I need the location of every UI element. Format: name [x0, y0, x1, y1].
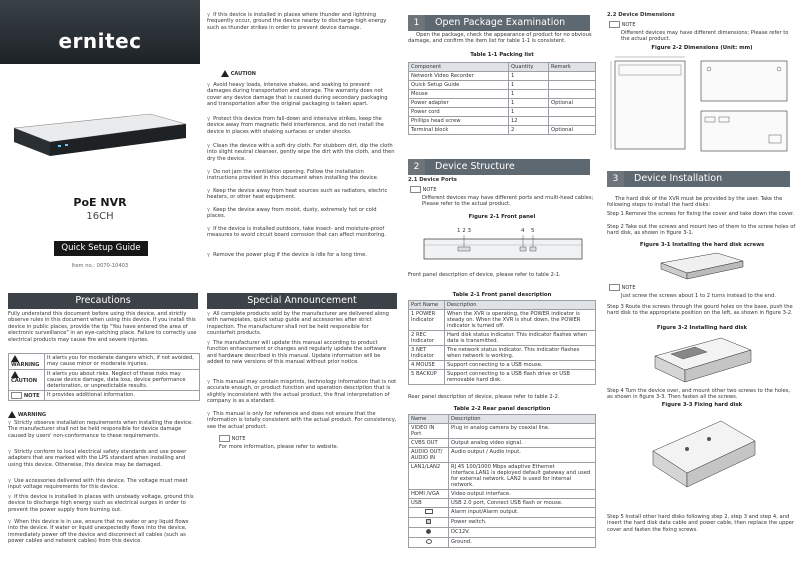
power-switch-icon: [426, 519, 431, 524]
install-step: Step 2 Take out the screws and mount two of them to the screw holes of hard disk, as shown in figure 3-1.: [607, 224, 796, 237]
table-row: 1 POWER Indicator When the XVR is operating, the POWER indicator is steady on. When the XVR is shut down, the POWER indicator is turned off.: [409, 310, 596, 331]
warning-item: γ When this device is in use, ensure that no water or any liquid flows into the device. If water or liquid unexpectedly flows into the device, immediately power off the device and disconnect all cables (such as power cables and network cables) from this device.: [8, 519, 200, 545]
install-note-text: Just screw the screws about 1 to 2 turns instead to the end.: [621, 293, 776, 299]
legend-row: CAUTION It alerts you about risks. Neglect of these risks may cause device damage, data loss, device performance deterioration, or unpredictable results.: [9, 370, 200, 391]
rear-panel-table-caption: Table 2-2 Rear panel description: [453, 406, 551, 412]
caution-list-panel: [207, 12, 397, 274]
dimensions-figure: [609, 55, 795, 159]
table-row: 2 REC Indicator Hard disk status indicator. This indicator flashes when data is transmitted.: [409, 331, 596, 346]
note-icon: [410, 186, 421, 193]
ground-icon: [426, 539, 432, 544]
front-panel-description: Front panel description of device, please refer to table 2-1.: [408, 272, 561, 278]
precaution-legend-table: [8, 353, 200, 401]
note-icon: [609, 284, 620, 291]
dc-power-icon: [426, 529, 431, 534]
open-package-header: Open Package Examination: [425, 15, 590, 31]
announcement-item: γ The manufacturer will update this manual according to product function enhancement or changes and regularly update the software and hardware described in this manual. Update information will be added to new versions of this manual without prior notice.: [207, 340, 397, 366]
table-row: Phillips head screw 12: [409, 117, 596, 126]
hdd-screws-figure: [657, 251, 747, 281]
alarm-port-icon: [425, 509, 433, 514]
lightning-paragraph: γ If this device is installed in places where thunder and lightning frequently occur, ground the device nearby to discharge high energy such as thunder strikes in order to prevent device damage.: [207, 12, 395, 31]
announcement-item: γ This manual may contain misprints, technology information that is not accurate enough, or product function and operation description that is slightly inconsistent with the actual product, the final interpretation of company is as a standard.: [207, 379, 397, 405]
device-ports-subheading: 2.1 Device Ports: [408, 177, 457, 183]
table-row: Network Video Recorder 1: [409, 72, 596, 81]
install-step: Step 5 Install other hard disks following step 2, step 3 and step 4, and insert the hard disk data cable and power cable, then replace the upper cover and fasten the fixing screws.: [607, 514, 795, 533]
warning-item: γ Strictly conform to local electrical safety standards and use power adapters that are marked with the LPS standard when installing and using this device. Otherwise, this device may be damaged.: [8, 449, 200, 468]
nvr-device-illustration: [10, 110, 188, 162]
warning-item: γ Strictly observe installation requirements when installing the device. The manufacturer shall not be held responsible for device damage caused by users' non-conformance to these requirements.: [8, 420, 200, 439]
caution-heading: CAUTION: [221, 70, 256, 77]
figure-3-1-caption: Figure 3-1 Installing the hard disk screws: [639, 242, 765, 248]
table-row: Power cord 1: [409, 108, 596, 117]
dimensions-subheading: 2.2 Device Dimensions: [607, 12, 675, 18]
caution-icon: [221, 70, 229, 77]
quick-setup-guide-label: Quick Setup Guide: [54, 241, 148, 256]
front-panel-label: 4: [521, 228, 525, 234]
table-row: AUDIO OUT/ AUDIO IN Audio output / Audio input.: [409, 448, 596, 463]
note-heading: NOTE: [219, 435, 245, 442]
caution-item: γ Avoid heavy loads, intensive shakes, and soaking to prevent damages during transportation and storage. The warranty does not cover any device damage that is caused during secondary packaging and transportation after the original packaging is taken apart.: [207, 82, 395, 108]
caution-item: γ Protect this device from fall-down and intensive strikes, keep the device away from magnetic field interference, and do not install the device in places with shaking surfaces or under shocks.: [207, 116, 395, 135]
precautions-header: Precautions: [8, 293, 198, 309]
ports-note-text: Different devices may have different ports and multi-head cables; Please refer to the actual product.: [422, 195, 594, 208]
packing-list-caption: Table 1-1 Packing list: [470, 52, 534, 58]
open-package-text: Open the package, check the appearance of product for no obvious damage, and confirm the item list for table 1-1 is consistent.: [408, 32, 592, 45]
front-panel-table-caption: Table 2-1 Front panel description: [452, 292, 552, 298]
device-structure-header: Device Structure: [425, 159, 590, 175]
section-number: 3: [607, 171, 624, 187]
cover-panel: [0, 0, 200, 283]
caution-icon: [11, 371, 19, 378]
install-step: Step 3 Route the screws through the gourd holes on the base, push the hard disk to the appropriate position on the left, as shown in figure 3-2.: [607, 304, 793, 317]
install-step: Step 4 Turn the device over, and mount other two screws to the holes, as shown in figure 3-3. Then fasten all the screws.: [607, 388, 791, 401]
brand-logo: ernitec: [58, 29, 142, 53]
warning-heading: WARNING: [8, 411, 46, 418]
note-icon: [609, 21, 620, 28]
table-row: Mouse 1: [409, 90, 596, 99]
warning-icon: [11, 355, 19, 362]
table-row: Ground.: [409, 538, 596, 548]
table-row: 3 NET Indicator The network status indicator. This indicator flashes when network is working.: [409, 346, 596, 361]
legend-row: NOTE It provides additional information.: [9, 391, 200, 401]
table-row: 4 MOUSE Support connecting to a USB mouse.: [409, 361, 596, 370]
note-icon: [11, 392, 22, 399]
announcement-item: γ All complete products sold by the manufacturer are delivered along with nameplates, quick setup guide and accessories after strict inspection. The manufacturer shall not be held responsible for counterfeit products.: [207, 311, 397, 337]
install-step: Step 1 Remove the screws for fixing the cover and take down the cover.: [607, 211, 795, 217]
section-number: 2: [408, 159, 425, 175]
precautions-panel: [8, 311, 202, 565]
table-row: DC12V.: [409, 528, 596, 538]
dimensions-panel: [607, 12, 799, 162]
special-announcement-header: Special Announcement: [207, 293, 397, 309]
table-row: LAN1/LAN2 RJ 45 100/1000 Mbps adaptive Ethernet interface.LAN1 is deployed default gateway and used for external network. LAN2 is used for internal network.: [409, 463, 596, 490]
table-row: USB USB 2.0 port, Connect USB flash or mouse.: [409, 499, 596, 508]
caution-item: γ Remove the power plug if the device is idle for a long time.: [207, 252, 395, 258]
dimensions-note-text: Different devices may have different dimensions; Please refer to the actual product.: [621, 30, 789, 43]
installation-intro: The hard disk of the XVR must be provided by the user. Take the following steps to install the hard disks:: [607, 196, 783, 209]
note-text: For more information, please refer to website.: [219, 444, 339, 450]
section-number: 1: [408, 15, 425, 31]
installation-panel: [607, 196, 799, 566]
warning-item: γ Use accessories delivered with this device. The voltage must meet input voltage requirements for this device.: [8, 478, 200, 491]
caution-item: γ Do not jam the ventilation opening. Follow the installation instructions provided in this document when installing the device.: [207, 169, 395, 182]
table-row: Quick Setup Guide 1: [409, 81, 596, 90]
caution-item: γ Keep the device away from moist, dusty, extremely hot or cold places.: [207, 207, 395, 220]
table-row: Terminal block 2 Optional: [409, 126, 596, 135]
special-announcement-panel: [207, 311, 399, 461]
announcement-item: γ This manual is only for reference and does not ensure that the information is totally consistent with the actual product. For consistency, see the actual product.: [207, 411, 397, 430]
front-panel-table: Port Name Description 1 POWER Indicator When the XVR is operating, the POWER indicator is steady on. When the XVR is shut down, the POWER indicator is turned off. 2 REC Indicator Hard disk status indicator. This indicator flashes when data is transmitted. 3 NET Indicator The network status indicator. This indicator flashes when network is working. 4 MOUSE Support connecting to a USB mouse. 5 BACKUP Support connecting to a USB flash drive or USB removable hard disk.: [408, 300, 596, 385]
product-name: PoE NVR: [73, 196, 127, 209]
front-panel-label: 1 2 3: [457, 228, 471, 234]
packing-list-table: Component Quantity Remark Network Video Recorder 1 Quick Setup Guide 1 Mouse 1 Power adapter 1 Optional Power cord 1 Phillips head screw 12 Terminal block 2 Optional: [408, 62, 596, 135]
table-row: Power adapter 1 Optional: [409, 99, 596, 108]
figure-3-2-caption: Figure 3-2 Installing hard disk: [656, 325, 748, 331]
legend-row: WARNING It alerts you for moderate dangers which, if not avoided, may cause minor or moderate injuries.: [9, 354, 200, 370]
table-row: HDMI /VGA Video output interface.: [409, 490, 596, 499]
rear-panel-description: Rear panel description of device, please refer to table 2-2.: [408, 394, 560, 400]
rear-panel-table: Name Description VIDEO IN Port Plug in analog camera by coaxial line. CVBS OUT Output analog video signal. AUDIO OUT/ AUDIO IN Audio output / Audio input. LAN1/LAN2 RJ 45 100/1000 Mbps adaptive Ethernet interface.LAN1 is deployed default gateway and used for external network. LAN2 is used for internal network. HDMI /VGA Video output interface. USB USB 2.0 port, Connect USB flash or mouse. Alarm input/Alarm output. Power switch. DC12V. Ground.: [408, 414, 596, 548]
figure-3-3-caption: Figure 3-3 Fixing hard disk: [661, 402, 743, 408]
item-number: Item no.: 0070-10403: [71, 263, 129, 269]
front-panel-figure: [422, 223, 584, 267]
device-structure-panel: [408, 177, 600, 565]
fixing-hdd-figure: [647, 411, 759, 507]
dimensions-caption: Figure 2-2 Dimensions (Unit: mm): [651, 45, 753, 51]
install-hdd-figure: [651, 334, 755, 386]
front-panel-label: 5: [531, 228, 535, 234]
open-package-panel: [408, 32, 598, 152]
table-row: VIDEO IN Port Plug in analog camera by coaxial line.: [409, 424, 596, 439]
caution-item: γ Keep the device away from heat sources such as radiators, electric heaters, or other heat equipment.: [207, 188, 395, 201]
warning-icon: [8, 411, 16, 418]
table-row: Alarm input/Alarm output.: [409, 508, 596, 518]
warning-item: γ If this device is installed in places with unsteady voltage, ground this device to discharge high energy such as electrical surges in order to prevent the power supply from burning out.: [8, 494, 200, 513]
precautions-intro: Fully understand this document before using this device, and strictly observe rules in this document when using this device. If you install this device in public places, provide the tip "You have entered the area of electronic surveillance" in an eye-catching place. Failure to correctly use electrical products may cause fire and severe injuries.: [8, 311, 197, 343]
table-row: 5 BACKUP Support connecting to a USB flash drive or USB removable hard disk.: [409, 370, 596, 385]
device-installation-header: Device Installation: [624, 171, 790, 187]
note-heading: NOTE: [609, 284, 635, 291]
table-row: Power switch.: [409, 518, 596, 528]
product-model: 16CH: [86, 211, 114, 222]
front-panel-caption: Figure 2-1 Front panel: [468, 214, 536, 220]
note-icon: [219, 435, 230, 442]
caution-item: γ If the device is installed outdoors, take insect- and moisture-proof measures to avoid circuit board corrosion that can affect monitoring.: [207, 226, 395, 239]
note-heading: NOTE: [410, 186, 436, 193]
caution-item: γ Clean the device with a soft dry cloth. For stubborn dirt, dip the cloth into slight neutral cleanser, gently wipe the dirt with the cloth, and then dry the device.: [207, 143, 395, 162]
table-row: CVBS OUT Output analog video signal.: [409, 439, 596, 448]
note-heading: NOTE: [609, 21, 635, 28]
